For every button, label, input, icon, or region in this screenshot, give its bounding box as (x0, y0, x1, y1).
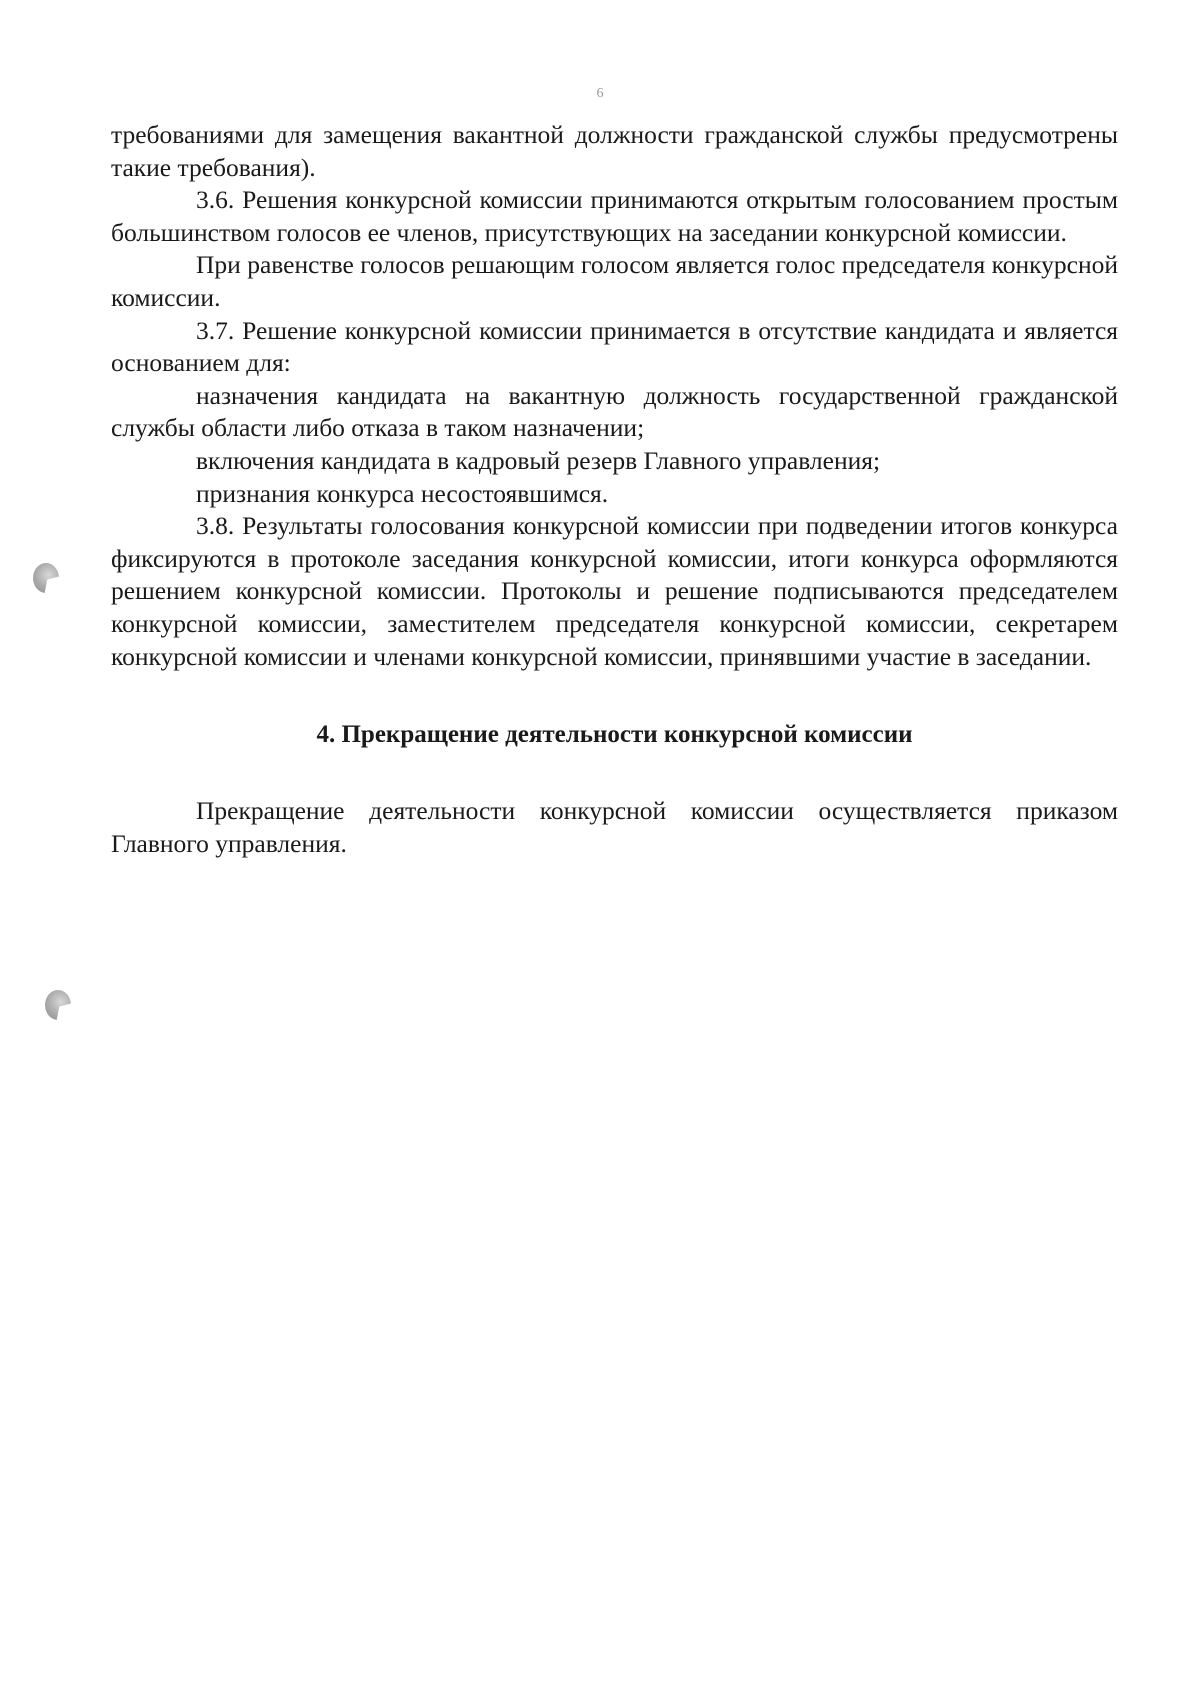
punch-hole-upper (33, 563, 59, 593)
paragraph-3-8: 3.8. Результаты голосования конкурсной комиссии при подведении итогов конкурса фиксируются в протоколе заседания конкурсной комиссии, итоги конкурса оформляются решением конкурсной комиссии. Протоколы и решение подписываются председателем конкурсной комиссии, заместителем председателя конкурсной комиссии, секретарем конкурсной комиссии и членами конкурсной комиссии, принявшими участие в заседании. (111, 511, 1118, 671)
paragraph-3-7: 3.7. Решение конкурсной комиссии принимается в отсутствие кандидата и является основанием для: (111, 315, 1118, 378)
section-heading: 4. Прекращение деятельности конкурсной комиссии (316, 721, 913, 749)
paragraph-tie-vote: При равенстве голосов решающим голосом является голос председателя конкурсной комиссии. (111, 250, 1118, 312)
paragraph-continuation: требованиями для замещения вакантной должности гражданской службы предусмотрены такие требования). (111, 120, 1118, 182)
list-item-reserve: включения кандидата в кадровый резерв Главного управления; (196, 445, 881, 475)
punch-hole-lower (45, 990, 71, 1020)
list-item-failed-contest: признания конкурса несостоявшимся. (196, 478, 609, 508)
paragraph-termination: Прекращение деятельности конкурсной комиссии осуществляется приказом Главного управления. (111, 796, 1118, 858)
list-item-appointment: назначения кандидата на вакантную должность государственной гражданской службы области либо отказа в таком назначении; (111, 380, 1118, 443)
page-number: 6 (596, 86, 604, 101)
paragraph-3-6: 3.6. Решения конкурсной комиссии принимаются открытым голосованием простым большинством голосов ее членов, присутствующих на заседании конкурсной комиссии. (111, 185, 1118, 247)
document-body (111, 119, 1118, 860)
